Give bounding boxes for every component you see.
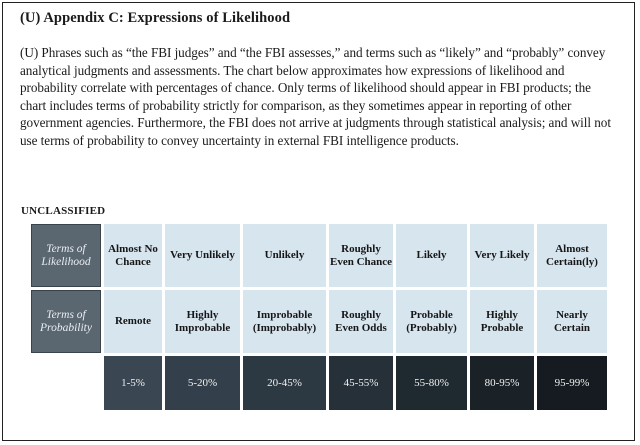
likelihood-cell: Very Unlikely <box>165 224 240 287</box>
percentage-cell: 45-55% <box>329 356 393 410</box>
percentage-cell: 20-45% <box>243 356 326 410</box>
percentage-cell: 55-80% <box>396 356 467 410</box>
section-heading: (U) Appendix C: Expressions of Likelihood <box>20 10 291 26</box>
probability-cell: Nearly Certain <box>537 290 607 353</box>
probability-row-header: Terms of Probability <box>31 290 101 353</box>
probability-cell: Probable (Probably) <box>396 290 467 353</box>
likelihood-cell: Roughly Even Chance <box>329 224 393 287</box>
likelihood-cell: Likely <box>396 224 467 287</box>
likelihood-cell: Almost No Chance <box>104 224 162 287</box>
percentage-cell: 80-95% <box>470 356 534 410</box>
percentage-cell: 95-99% <box>537 356 607 410</box>
intro-paragraph <box>20 44 620 150</box>
percentage-cell: 5-20% <box>165 356 240 410</box>
classification-marking: UNCLASSIFIED <box>21 205 106 217</box>
probability-cell: Highly Probable <box>470 290 534 353</box>
probability-cell: Highly Improbable <box>165 290 240 353</box>
likelihood-cell: Very Likely <box>470 224 534 287</box>
probability-cell: Roughly Even Odds <box>329 290 393 353</box>
likelihood-cell: Almost Certain(ly) <box>537 224 607 287</box>
likelihood-cell: Unlikely <box>243 224 326 287</box>
likelihood-row-header: Terms of Likelihood <box>31 224 101 287</box>
probability-cell: Improbable (Improbably) <box>243 290 326 353</box>
probability-cell: Remote <box>104 290 162 353</box>
paragraph-text: (U) Phrases such as “the FBI judges” and “the FBI assesses,” and terms such as “likely” and “probably” convey analytical judgments and assessments. The chart below approximates how expressions of likelihood and probability correlate with percentages of chance. Only terms of likelihood should appear in FBI products; the chart includes terms of probability strictly for comparison, as they sometimes appear in reporting of other government agencies. Furthermore, the FBI does not arrive at judgments through statistical analysis; and will not use terms of probability to convey uncertainty in external FBI intelligence products. <box>20 45 611 148</box>
percentage-cell: 1-5% <box>104 356 162 410</box>
